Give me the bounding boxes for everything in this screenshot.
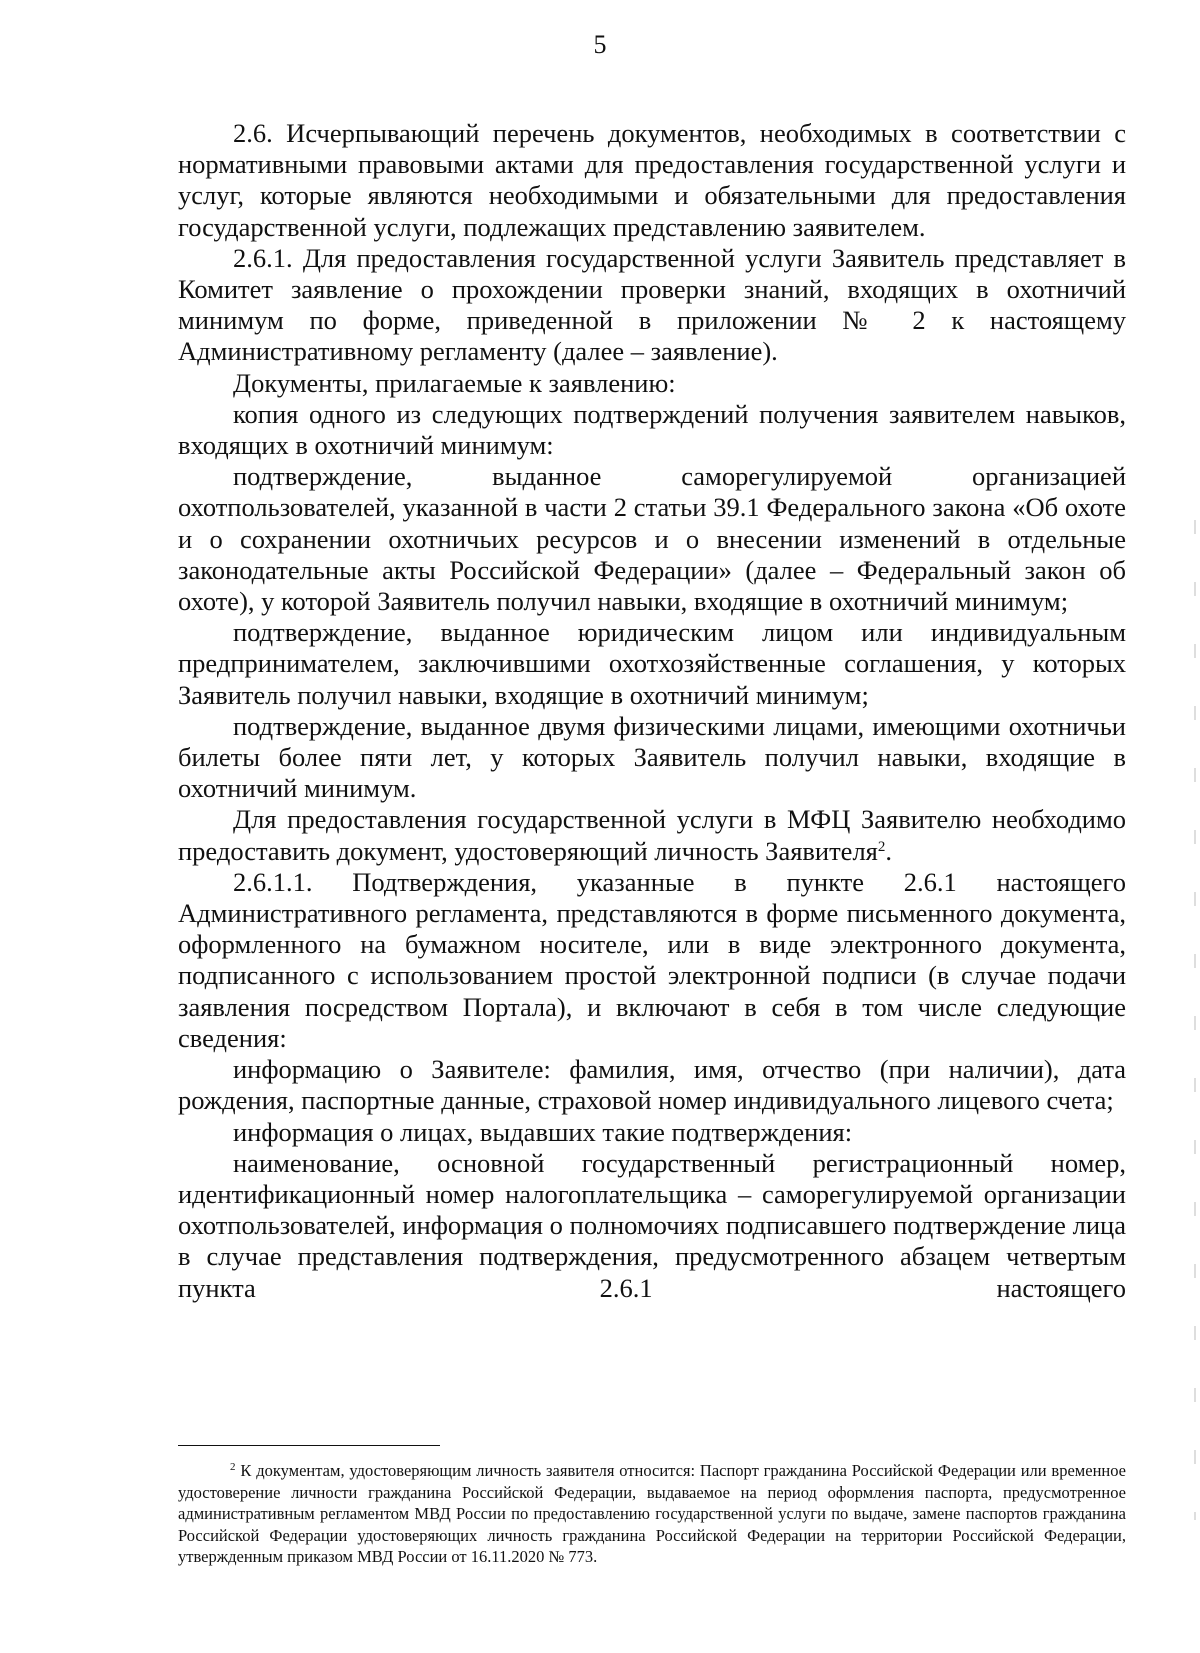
paragraph-confirmation-individuals: подтверждение, выданное двумя физическими лицами, имеющими охотничьи билеты более пяти лет, у которых Заявитель получил навыки, входящие в охотничий минимум. <box>178 710 1126 804</box>
mfc-identity-period: . <box>885 835 892 866</box>
footnote-text: К документам, удостоверяющим личность заявителя относится: Паспорт гражданина Российской Федерации или временное удостоверение личности гражданина Российской Федерации, выдаваемое на период оформления паспорта, предусмотренное административным регламентом МВД России по предоставлению государственной услуги по выдаче, замене паспортов гражданина Российской Федерации удостоверяющих личность гражданина Российской Федерации на территории Российской Федерации, утвержденным приказом МВД России от 16.11.2020 № 773. <box>178 1461 1127 1566</box>
footnote-marker: 2 <box>230 1461 236 1473</box>
scan-edge-artifact <box>1194 520 1196 1520</box>
document-body <box>178 118 1126 1304</box>
paragraph-2-6-1-1: 2.6.1.1. Подтверждения, указанные в пункте 2.6.1 настоящего Административного регламента, представляются в форме письменного документа, оформленного на бумажном носителе, или в виде электронного документа, подписанного с использованием простой электронной подписи (в случае подачи заявления посредством Портала), и включают в себя в том числе следующие сведения: <box>178 866 1126 1053</box>
paragraph-2-6: 2.6. Исчерпывающий перечень документов, необходимых в соответствии с нормативными правовыми актами для предоставления государственной услуги и услуг, которые являются необходимыми и обязательными для предоставления государственной услуги, подлежащих представлению заявителем. <box>178 118 1126 242</box>
paragraph-mfc-identity <box>178 804 1126 866</box>
footnote-separator <box>178 1445 440 1446</box>
footnote-reference: 2 <box>877 838 886 855</box>
mfc-identity-text: Для предоставления государственной услуги в МФЦ Заявителю необходимо предоставить документ, удостоверяющий личность Заявителя <box>178 804 1126 866</box>
paragraph-copy-of-confirmation: копия одного из следующих подтверждений получения заявителем навыков, входящих в охотничий минимум: <box>178 398 1126 461</box>
paragraph-attached-documents: Документы, прилагаемые к заявлению: <box>233 367 676 398</box>
paragraph-sro-details: наименование, основной государственный регистрационный номер, идентификационный номер налогоплательщика – саморегулируемой организации охотпользователей, информация о полномочиях подписавшего подтверждение лица в случае представления подтверждения, предусмотренного абзацем четвертым пункта 2.6.1 настоящего <box>178 1147 1126 1303</box>
paragraph-confirmation-legal-entity: подтверждение, выданное юридическим лицом или индивидуальным предпринимателем, заключившими охотхозяйственные соглашения, у которых Заявитель получил навыки, входящие в охотничий минимум; <box>178 617 1126 710</box>
footnote-paragraph <box>178 1460 1126 1568</box>
paragraph-confirmation-sro: подтверждение, выданное саморегулируемой организацией охотпользователей, указанной в части 2 статьи 39.1 Федерального закона «Об охоте и о сохранении охотничьих ресурсов и о внесении изменений в отдельные законодательные акты Российской Федерации» (далее – Федеральный закон об охоте), у которой Заявитель получил навыки, входящие в охотничий минимум; <box>178 461 1126 617</box>
page-number: 5 <box>593 30 607 59</box>
footnote <box>178 1460 1126 1568</box>
paragraph-2-6-1: 2.6.1. Для предоставления государственной услуги Заявитель представляет в Комитет заявление о прохождении проверки знаний, входящих в охотничий минимум по форме, приведенной в приложении № 2 к настоящему Административному регламенту (далее – заявление). <box>178 242 1126 367</box>
paragraph-issuer-info: информация о лицах, выдавших такие подтверждения: <box>233 1116 853 1147</box>
paragraph-applicant-info: информацию о Заявителе: фамилия, имя, отчество (при наличии), дата рождения, паспортные данные, страховой номер индивидуального лицевого счета; <box>178 1054 1126 1116</box>
